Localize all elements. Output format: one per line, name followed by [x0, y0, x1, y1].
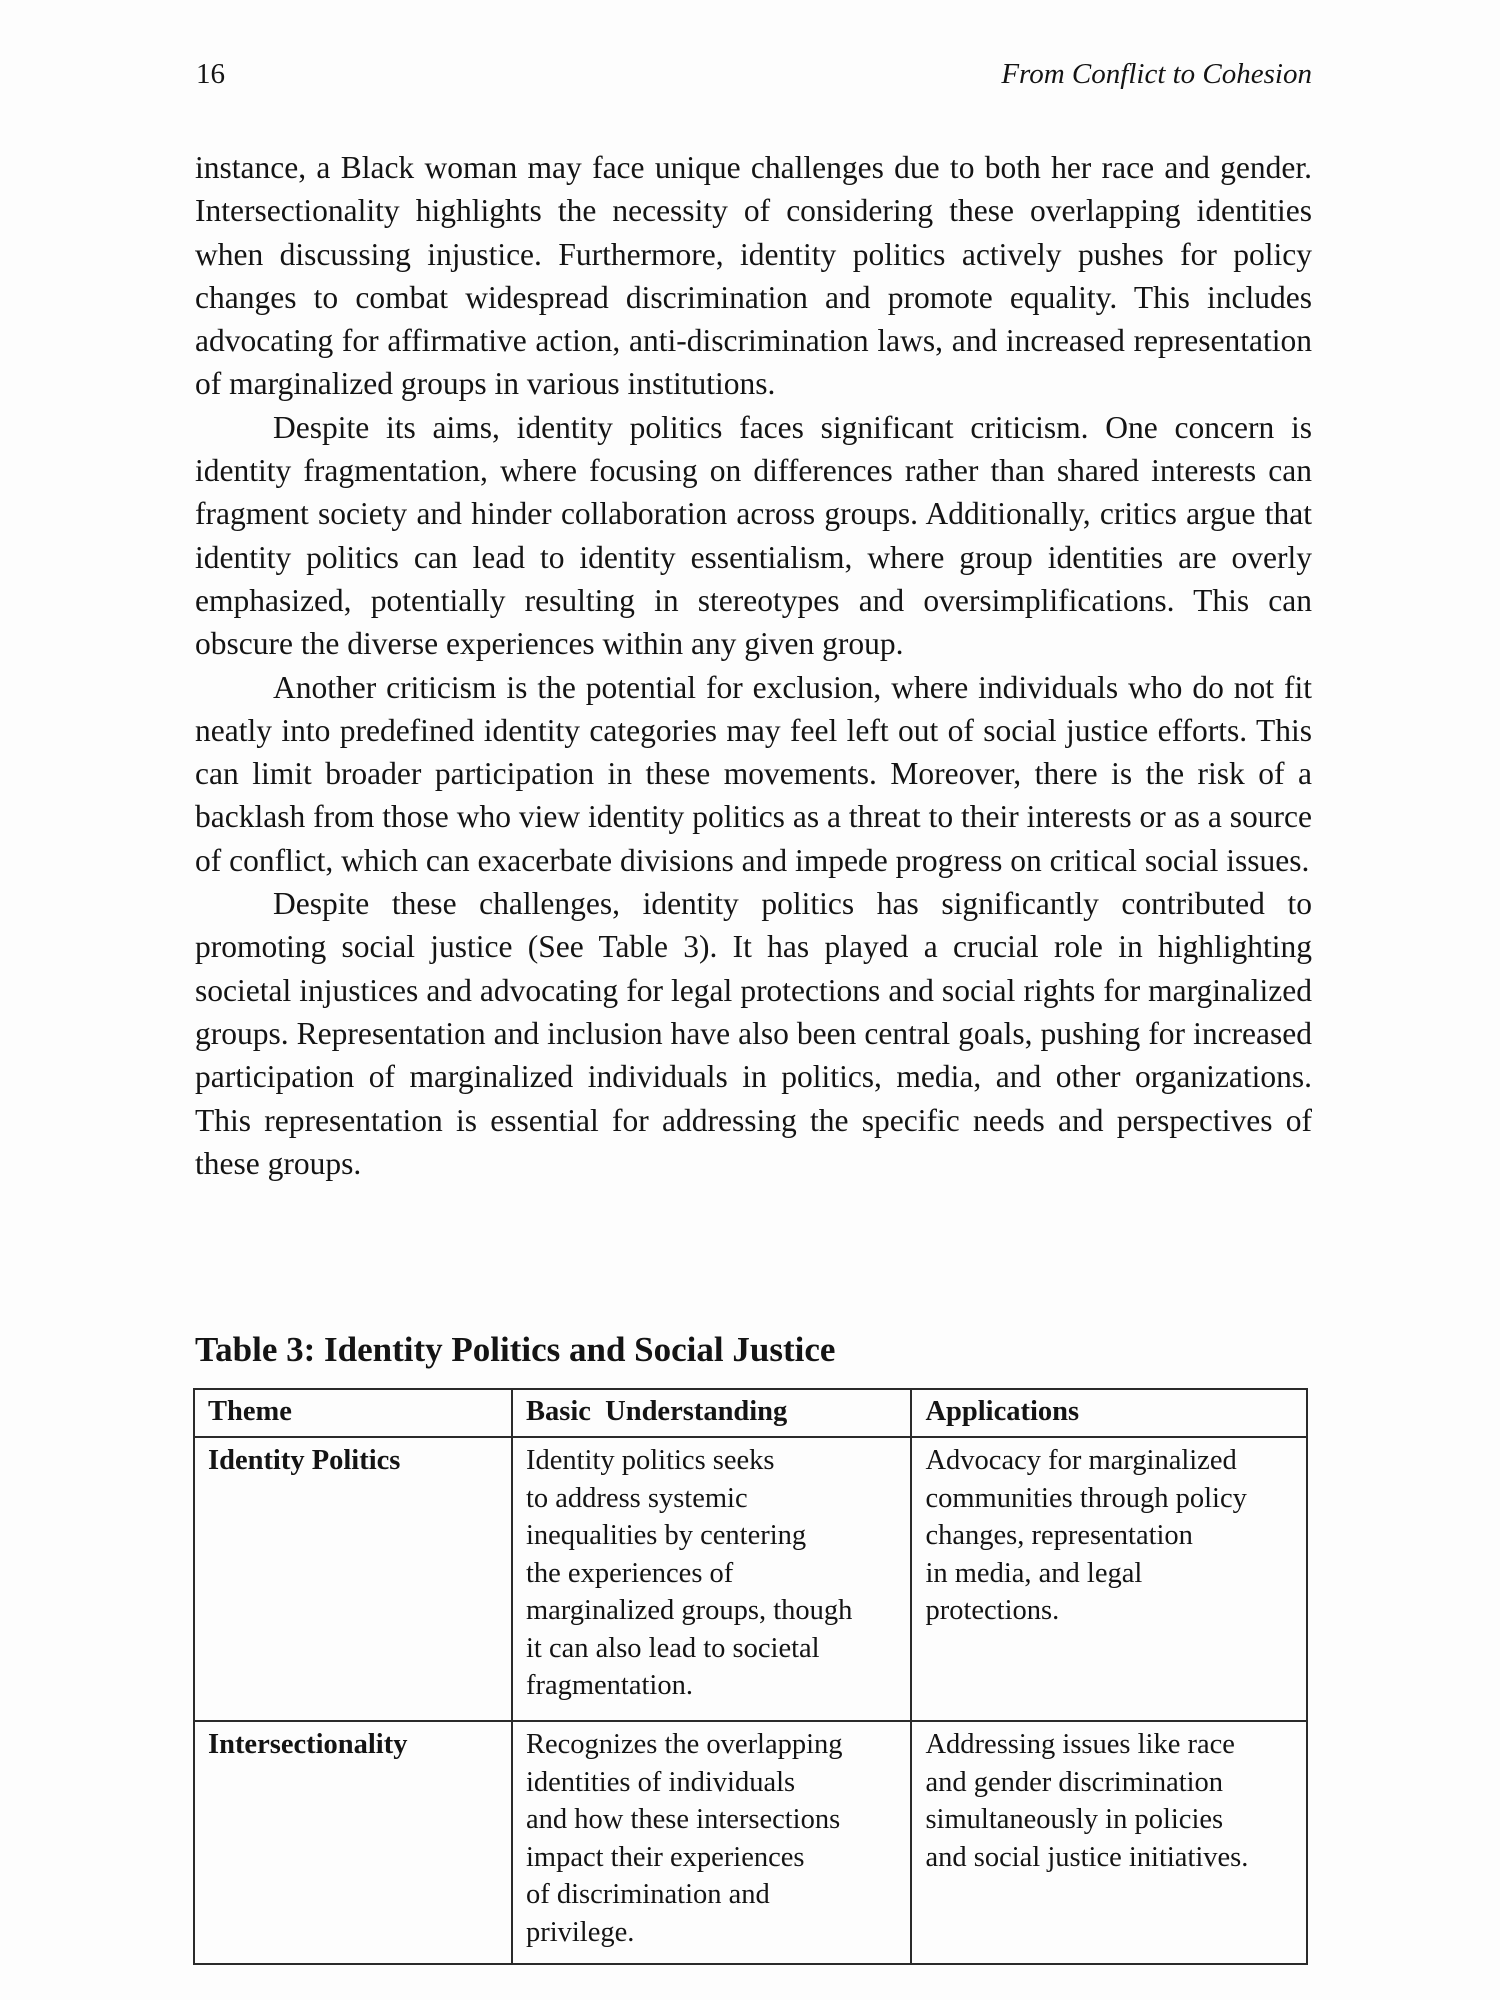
paragraph: Despite its aims, identity politics faces significant criticism. One concern is identity fragmentation, where focusing on differences rather than shared interests can fragment society and hinder collaboration across groups. Additionally, critics argue that identity politics can lead to identity essentialism, where group identities are overly emphasized, potentially resulting in stereotypes and oversimplifications. This can obscure the diverse experiences within any given group.	[195, 409, 1312, 662]
running-header	[196, 58, 1312, 98]
column-header-theme: Theme	[194, 1389, 512, 1437]
body-text	[195, 146, 1312, 1185]
understanding-cell	[512, 1721, 911, 1964]
page-number: 16	[196, 58, 225, 90]
column-header-applications: Applications	[911, 1389, 1307, 1437]
understanding-cell	[512, 1437, 911, 1721]
cell-line: protections.	[925, 1595, 1060, 1626]
cell-line: Recognizes the overlapping	[525, 1729, 843, 1760]
cell-line: in media, and legal	[925, 1557, 1143, 1589]
cell-line: and gender discrimination	[925, 1766, 1224, 1798]
book-title: From Conflict to Cohesion	[1001, 58, 1312, 90]
cell-line: inequalities by centering	[525, 1520, 807, 1551]
applications-cell	[911, 1721, 1307, 1964]
table-caption: Table 3: Identity Politics and Social Justice	[195, 1330, 836, 1369]
theme-cell: Identity Politics	[194, 1437, 512, 1721]
cell-line: and social justice initiatives.	[925, 1841, 1249, 1873]
cell-line: it can also lead to societal	[525, 1632, 820, 1664]
cell-line: of discrimination and	[525, 1879, 770, 1910]
cell-line: marginalized groups, though	[525, 1595, 853, 1626]
table-header-row	[194, 1389, 1307, 1437]
cell-line: simultaneously in policies	[925, 1804, 1224, 1835]
paragraph: instance, a Black woman may face unique challenges due to both her race and gender. Intersectionality highlights the necessity of considering these overlapping identities when discussing injustice. Furthermore, identity politics actively pushes for policy changes to combat widespread discrimination and promote equality. This includes advocating for affirmative action, anti-discrimination laws, and increased representation of marginalized groups in various institutions.	[195, 150, 1312, 402]
data-table	[193, 1388, 1308, 1965]
cell-line: Identity politics seeks	[525, 1445, 775, 1476]
cell-line: privilege.	[525, 1916, 635, 1948]
cell-line: changes, representation	[925, 1520, 1193, 1551]
paragraph: Another criticism is the potential for exclusion, where individuals who do not fit neatly into predefined identity categories may feel left out of social justice efforts. This can limit broader participation in these movements. Moreover, there is the risk of a backlash from those who view identity politics as a threat to their interests or as a source of conflict, which can exacerbate divisions and impede progress on critical social issues.	[195, 669, 1312, 878]
cell-line: and how these intersections	[525, 1804, 841, 1835]
paragraph: Despite these challenges, identity politics has significantly contributed to promoting social justice (See Table 3). It has played a crucial role in highlighting societal injustices and advocating for legal protections and social rights for marginalized groups. Representation and inclusion have also been central goals, pushing for increased participation of marginalized individuals in politics, media, and other organizations. This representation is essential for addressing the specific needs and perspectives of these groups.	[195, 886, 1312, 1181]
cell-line: Addressing issues like race	[925, 1729, 1235, 1760]
cell-line: Advocacy for marginalized	[925, 1445, 1237, 1476]
applications-cell	[911, 1437, 1307, 1721]
cell-line: to address systemic	[525, 1482, 748, 1514]
cell-line: impact their experiences	[525, 1841, 805, 1873]
cell-line: identities of individuals	[525, 1766, 796, 1798]
cell-line: the experiences of	[525, 1557, 734, 1589]
table-row	[194, 1721, 1307, 1964]
cell-line: fragmentation.	[525, 1670, 693, 1701]
theme-cell: Intersectionality	[194, 1721, 512, 1964]
table-row	[194, 1437, 1307, 1721]
column-header-understanding: Basic Understanding	[512, 1389, 911, 1437]
cell-line: communities through policy	[925, 1482, 1247, 1514]
